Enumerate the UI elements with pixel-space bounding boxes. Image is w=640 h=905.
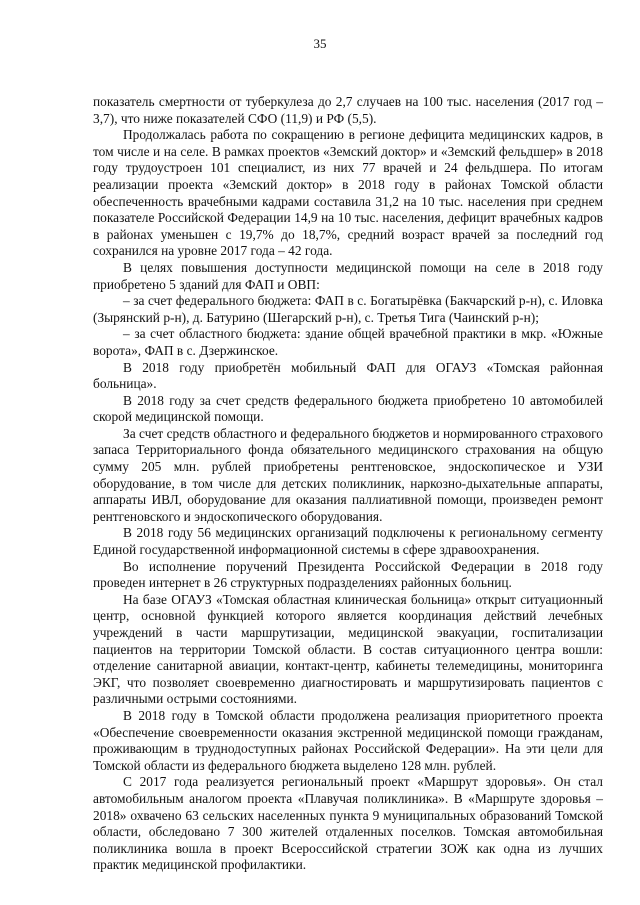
paragraph-rural-buildings: В целях повышения доступности медицинской помощи на селе в 2018 году приобретено 5 зданий для ФАП и ОВП: (93, 259, 603, 292)
paragraph-internet: Во исполнение поручений Президента Российской Федерации в 2018 году проведен интернет в 26 структурных подразделениях районных больниц. (93, 558, 603, 591)
paragraph-ambulances: В 2018 году за счет средств федерального бюджета приобретено 10 автомобилей скорой медицинской помощи. (93, 392, 603, 425)
paragraph-medical-staff: Продолжалась работа по сокращению в регионе дефицита медицинских кадров, в том числе и на селе. В рамках проектов «Земский доктор» и «Земский фельдшер» в 2018 году трудоустроен 101 специалист, из них 77 врачей и 24 фельдшера. По итогам реализации проекта «Земский доктор» в 2018 году в районах Томской области обеспеченность врачебными кадрами составила 31,2 на 10 тыс. населения при среднем показателе Российской Федерации 14,9 на 10 тыс. населения, дефицит врачебных кадров в районах уменьшен с 19,7% до 18,7%, средний возраст врачей за последний год сохранился на уровне 2017 года – 42 года. (93, 127, 603, 259)
paragraph-mobile-fap: В 2018 году приобретён мобильный ФАП для ОГАУЗ «Томская районная больница». (93, 359, 603, 392)
paragraph-priority-project: В 2018 году в Томской области продолжена реализация приоритетного проекта «Обеспечение своевременности оказания экстренной медицинской помощи гражданам, проживающим в труднодоступных районах Российской Федерации». На эти цели для Томской области из федерального бюджета выделено 128 млн. рублей. (93, 707, 603, 773)
paragraph-tuberculosis-mortality: показатель смертности от туберкулеза до 2,7 случаев на 100 тыс. населения (2017 год – 3,7), что ниже показателей СФО (11,9) и РФ (5,5). (93, 94, 603, 126)
paragraph-health-route: С 2017 года реализуется региональный проект «Маршрут здоровья». Он стал автомобильным аналогом проекта «Плавучая поликлиника». В «Маршруте здоровья – 2018» охвачено 63 сельских населенных пункта 9 муниципальных образований Томской области, обследовано 7 300 жителей отдаленных поселков. Томская автомобильная поликлиника вошла в проект Всероссийской стратегии ЗОЖ как одна из лучших практик медицинской профилактики. (93, 774, 603, 873)
list-item-regional-budget: – за счет областного бюджета: здание общей врачебной практики в мкр. «Южные ворота», ФАП в с. Дзержинское. (93, 326, 603, 358)
list-item-federal-budget: – за счет федерального бюджета: ФАП в с. Богатырёвка (Бакчарский р-н), с. Иловка (Зырянский р-н), д. Батурино (Шегарский р-н), с. Третья Тига (Чаинский р-н); (93, 293, 603, 325)
paragraph-equipment: За счет средств областного и федерального бюджетов и нормированного страхового запаса Территориального фонда обязательного медицинского страхования на общую сумму 205 млн. рублей приобретены рентгеновское, эндоскопическое и УЗИ оборудование, в том числе для детских поликлиник, наркозно-дыхательные аппараты, аппараты ИВЛ, оборудование для оказания паллиативной помощи, произведен ремонт рентгеновского и эндоскопического оборудования. (93, 425, 603, 524)
page-number: 35 (313, 36, 327, 51)
paragraph-information-system: В 2018 году 56 медицинских организаций подключены к региональному сегменту Единой государственной информационной системы в сфере здравоохранения. (93, 525, 603, 558)
paragraph-situation-center: На базе ОГАУЗ «Томская областная клиническая больница» открыт ситуационный центр, основной функцией которого является координация действий лечебных учреждений в части маршрутизации, медицинской эвакуации, госпитализации пациентов на территории Томской области. В состав ситуационного центра вошли: отделение санитарной авиации, контакт-центр, кабинеты телемедицины, мониторинга ЭКГ, что позволяет своевременно диагностировать и маршрутизировать пациентов с различными острыми состояниями. (93, 591, 603, 707)
text-body (93, 94, 603, 874)
